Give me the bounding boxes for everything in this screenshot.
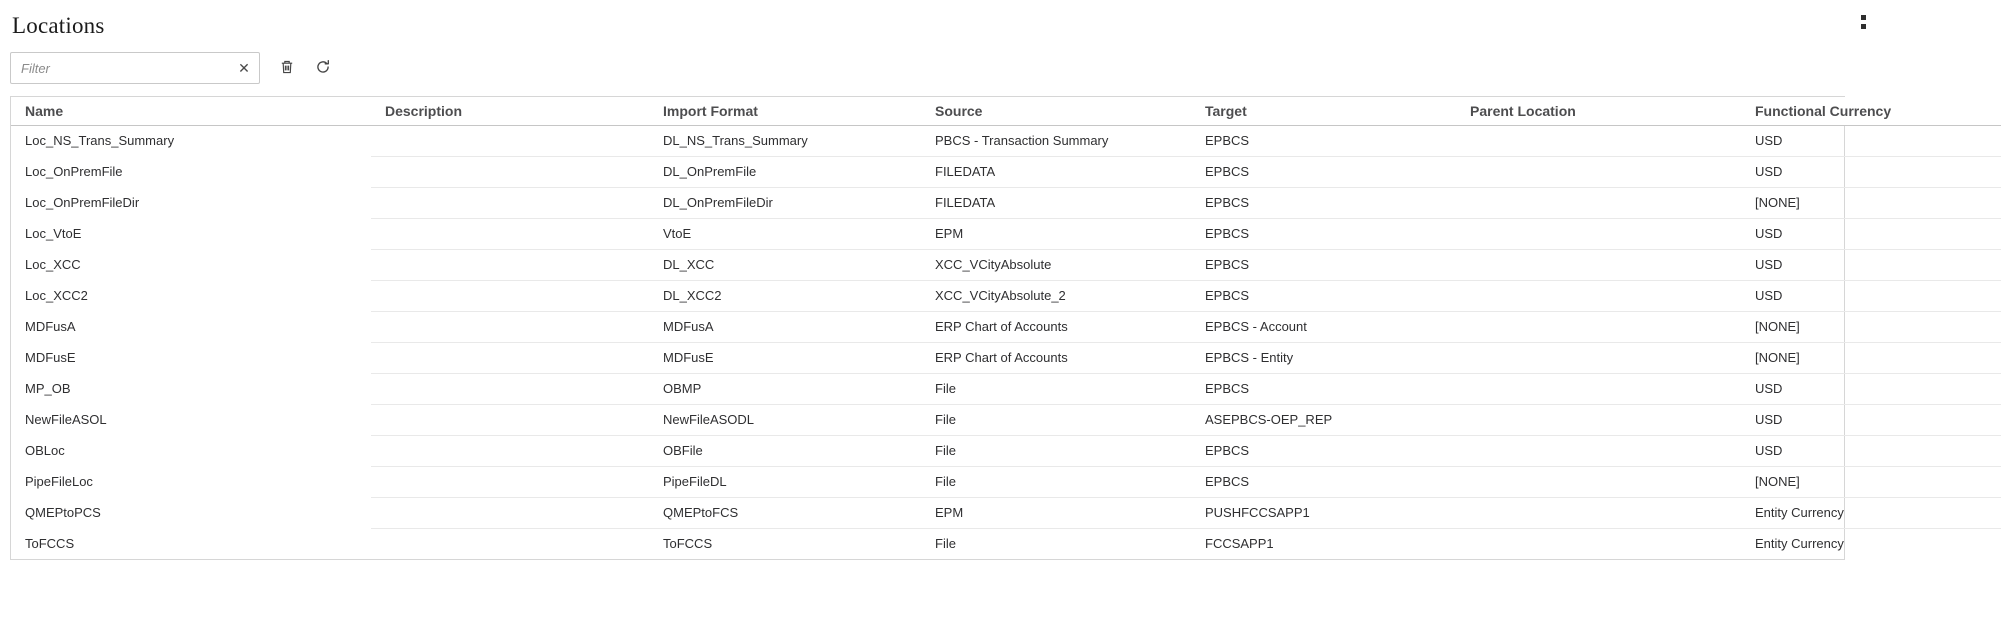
cell-import_format: QMEPtoFCS — [649, 497, 921, 528]
column-header-parent-location[interactable]: Parent Location — [1456, 97, 1741, 125]
cell-functional_currency: USD — [1741, 435, 2001, 466]
cell-import_format: MDFusA — [649, 311, 921, 342]
cell-parent_location — [1456, 435, 1741, 466]
cell-parent_location — [1456, 280, 1741, 311]
cell-name: Loc_VtoE — [25, 226, 82, 241]
cell-parent_location — [1456, 249, 1741, 280]
cell-description — [371, 342, 649, 373]
cell-description — [371, 373, 649, 404]
cell-import_format: DL_NS_Trans_Summary — [663, 133, 808, 148]
table-body — [11, 125, 2001, 559]
cell-description — [371, 497, 649, 528]
cell-source: PBCS - Transaction Summary — [935, 133, 1109, 148]
cell-description — [371, 435, 649, 466]
refresh-button[interactable] — [310, 55, 336, 81]
cell-target: ASEPBCS-OEP_REP — [1191, 404, 1456, 435]
page-title: Locations — [12, 13, 105, 38]
cell-description — [371, 466, 649, 497]
cell-target: FCCSAPP1 — [1191, 528, 1456, 559]
cell-import_format: DL_XCC — [649, 249, 921, 280]
cell-name: Loc_OnPremFile — [25, 164, 123, 179]
clipped-corner-artifact — [1860, 15, 1866, 31]
cell-description — [371, 249, 649, 280]
cell-functional_currency: USD — [1741, 218, 2001, 249]
filter-input[interactable] — [10, 52, 260, 84]
cell-source: File — [921, 528, 1191, 559]
column-header-description[interactable]: Description — [371, 97, 649, 125]
cell-functional_currency: USD — [1741, 280, 2001, 311]
cell-name: PipeFileLoc — [25, 474, 93, 489]
cell-description — [371, 187, 649, 218]
cell-parent_location — [1456, 311, 1741, 342]
cell-description — [371, 404, 649, 435]
cell-description — [371, 311, 649, 342]
cell-name: NewFileASOL — [25, 412, 107, 427]
cell-functional_currency: [NONE] — [1741, 311, 2001, 342]
cell-name: Loc_OnPremFileDir — [25, 195, 140, 210]
cell-source: FILEDATA — [921, 187, 1191, 218]
table-row[interactable] — [11, 125, 2001, 156]
cell-source: ERP Chart of Accounts — [921, 342, 1191, 373]
cell-functional_currency: Entity Currency — [1741, 497, 2001, 528]
table-row[interactable] — [11, 156, 2001, 187]
locations-table — [11, 97, 2001, 559]
cell-functional_currency: USD — [1741, 249, 2001, 280]
cell-target: PUSHFCCSAPP1 — [1191, 497, 1456, 528]
cell-parent_location — [1456, 125, 1741, 156]
cell-description — [371, 280, 649, 311]
filter-field-wrap — [10, 52, 260, 84]
cell-description — [371, 218, 649, 249]
cell-import_format: NewFileASODL — [649, 404, 921, 435]
cell-import_format: PipeFileDL — [649, 466, 921, 497]
column-header-source[interactable]: Source — [921, 97, 1191, 125]
clear-x-icon: ✕ — [238, 60, 250, 76]
cell-parent_location — [1456, 528, 1741, 559]
cell-functional_currency: [NONE] — [1741, 342, 2001, 373]
cell-target: EPBCS — [1191, 156, 1456, 187]
toolbar — [10, 52, 1866, 84]
cell-import_format: ToFCCS — [649, 528, 921, 559]
cell-source: XCC_VCityAbsolute — [921, 249, 1191, 280]
cell-source: XCC_VCityAbsolute_2 — [921, 280, 1191, 311]
cell-parent_location — [1456, 156, 1741, 187]
cell-target: EPBCS — [1191, 249, 1456, 280]
cell-functional_currency: USD — [1755, 133, 1783, 148]
cell-target: EPBCS — [1191, 466, 1456, 497]
cell-source: EPM — [921, 218, 1191, 249]
cell-target: EPBCS — [1205, 133, 1250, 148]
table-row[interactable] — [11, 218, 2001, 249]
cell-target: EPBCS — [1191, 435, 1456, 466]
trash-icon — [279, 59, 295, 78]
cell-name: ToFCCS — [25, 536, 75, 551]
table-row[interactable] — [11, 404, 2001, 435]
table-row[interactable] — [11, 342, 2001, 373]
cell-source: File — [921, 435, 1191, 466]
cell-import_format: DL_OnPremFile — [649, 156, 921, 187]
cell-description — [371, 156, 649, 187]
cell-target: EPBCS — [1191, 373, 1456, 404]
table-row[interactable] — [11, 435, 2001, 466]
cell-import_format: MDFusE — [649, 342, 921, 373]
cell-name: Loc_XCC2 — [25, 288, 88, 303]
table-row[interactable] — [11, 497, 2001, 528]
cell-target: EPBCS — [1191, 218, 1456, 249]
refresh-icon — [315, 59, 331, 78]
cell-parent_location — [1456, 404, 1741, 435]
cell-name: Loc_NS_Trans_Summary — [25, 133, 175, 149]
cell-source: File — [921, 373, 1191, 404]
cell-import_format: OBFile — [649, 435, 921, 466]
table-row[interactable] — [11, 187, 2001, 218]
cell-functional_currency: [NONE] — [1741, 466, 2001, 497]
column-header-target[interactable]: Target — [1191, 97, 1456, 125]
cell-name: MP_OB — [25, 381, 71, 396]
cell-functional_currency: Entity Currency — [1741, 528, 2001, 559]
table-row[interactable] — [11, 249, 2001, 280]
cell-target: EPBCS - Entity — [1191, 342, 1456, 373]
clear-filter-button[interactable] — [232, 56, 256, 80]
cell-name: QMEPtoPCS — [25, 505, 101, 520]
table-row[interactable] — [11, 466, 2001, 497]
cell-source: ERP Chart of Accounts — [921, 311, 1191, 342]
cell-target: EPBCS — [1191, 280, 1456, 311]
cell-source: FILEDATA — [921, 156, 1191, 187]
cell-parent_location — [1456, 218, 1741, 249]
cell-parent_location — [1456, 187, 1741, 218]
table-header-row — [11, 97, 2001, 125]
cell-description — [371, 125, 649, 156]
table-row[interactable] — [11, 280, 2001, 311]
table-row[interactable] — [11, 311, 2001, 342]
cell-parent_location — [1456, 342, 1741, 373]
cell-name: MDFusE — [25, 350, 76, 365]
cell-import_format: VtoE — [649, 218, 921, 249]
cell-functional_currency: [NONE] — [1741, 187, 2001, 218]
column-header-name[interactable]: Name — [11, 97, 371, 125]
cell-parent_location — [1456, 497, 1741, 528]
cell-import_format: DL_OnPremFileDir — [649, 187, 921, 218]
cell-source: EPM — [921, 497, 1191, 528]
cell-functional_currency: USD — [1741, 156, 2001, 187]
delete-button[interactable] — [274, 55, 300, 81]
cell-import_format: OBMP — [649, 373, 921, 404]
cell-functional_currency: USD — [1741, 373, 2001, 404]
cell-parent_location — [1456, 373, 1741, 404]
table-row[interactable] — [11, 528, 2001, 559]
cell-name: Loc_XCC — [25, 257, 81, 272]
cell-name: OBLoc — [25, 443, 65, 458]
locations-table-frame — [10, 96, 1892, 560]
cell-functional_currency: USD — [1741, 404, 2001, 435]
cell-target: EPBCS - Account — [1191, 311, 1456, 342]
cell-name: MDFusA — [25, 319, 76, 334]
cell-description — [371, 528, 649, 559]
cell-source: File — [921, 404, 1191, 435]
cell-source: File — [921, 466, 1191, 497]
cell-target: EPBCS — [1191, 187, 1456, 218]
cell-parent_location — [1456, 466, 1741, 497]
cell-import_format: DL_XCC2 — [649, 280, 921, 311]
column-header-functional-currency[interactable]: Functional Currency — [1741, 97, 2001, 125]
table-row[interactable] — [11, 373, 2001, 404]
column-header-import-format[interactable]: Import Format — [649, 97, 921, 125]
